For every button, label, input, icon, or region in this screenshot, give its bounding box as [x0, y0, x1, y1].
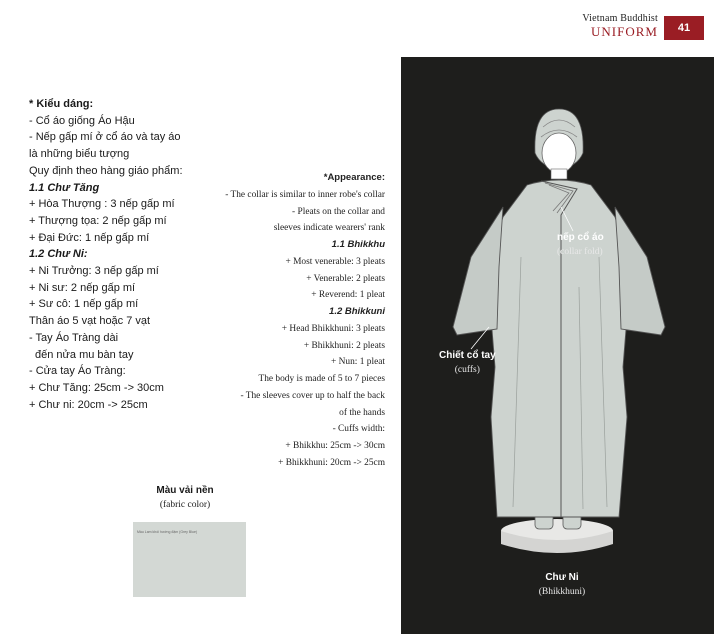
vietnamese-text-line: 1.2 Chư Ni:	[29, 248, 88, 261]
vietnamese-text-line: + Hòa Thượng : 3 nếp gấp mí	[29, 198, 175, 211]
english-text-line: + Most venerable: 3 pleats	[285, 256, 385, 267]
cuff-label-vietnamese: Chiết cổ tay	[439, 350, 496, 361]
vietnamese-text-line: * Kiểu dáng:	[29, 98, 94, 110]
header-title-block	[582, 14, 658, 38]
english-text-line: + Reverend: 1 pleat	[311, 290, 385, 301]
swatch-caption: Màu Lam khói hướng đậm (Grey Blue)	[137, 530, 198, 534]
vietnamese-text-line: + Thượng tọa: 2 nếp gấp mí	[29, 214, 167, 227]
figure-label-vietnamese: Chư Ni	[545, 572, 579, 583]
vietnamese-text-line: + Chư ni: 20cm -> 25cm	[29, 398, 148, 411]
vietnamese-text-line: là những biểu tượng	[29, 148, 130, 161]
vietnamese-text-line: - Cổ áo giống Áo Hậu	[29, 114, 135, 127]
collar-callout	[557, 231, 604, 259]
vietnamese-text-line: Thân áo 5 vạt hoặc 7 vạt	[29, 315, 151, 328]
english-text-line: + Bhikkhuni: 20cm -> 25cm	[278, 457, 385, 468]
english-text-line: The body is made of 5 to 7 pieces	[258, 374, 385, 384]
english-text-line: + Venerable: 2 pleats	[306, 273, 385, 284]
english-text-line: + Bhikkhuni: 2 pleats	[303, 340, 385, 351]
vietnamese-text-line: + Ni sư: 2 nếp gấp mí	[29, 281, 136, 294]
english-text-line: + Head Bhikkhuni: 3 pleats	[281, 323, 385, 334]
right-sleeve	[615, 207, 665, 335]
english-text-line: 1.1 Bhikkhu	[331, 239, 385, 250]
english-text-line: + Bhikkhu: 25cm -> 30cm	[285, 441, 385, 451]
english-description	[185, 170, 385, 472]
english-text-line: - Cuffs width:	[332, 424, 385, 435]
collar-label-vietnamese: nếp cổ áo	[557, 232, 604, 243]
fabric-label-vietnamese: Màu vải nền	[156, 485, 214, 496]
vietnamese-text-line: 1.1 Chư Tăng	[29, 181, 100, 194]
vietnamese-text-line: - Tay Áo Tràng dài	[29, 331, 119, 344]
page-header	[582, 14, 704, 40]
english-text-line: *Appearance:	[323, 172, 385, 183]
vietnamese-text-line: Quy định theo hàng giáo phẩm:	[29, 164, 183, 177]
header-series: Vietnam Buddhist	[582, 13, 658, 24]
left-sleeve	[453, 207, 503, 335]
vietnamese-text-line: + Chư Tăng: 25cm -> 30cm	[29, 381, 164, 394]
face	[542, 133, 576, 173]
english-text-line: - Pleats on the collar and	[292, 206, 385, 217]
collar-label-english: (collar fold)	[557, 247, 603, 257]
robe-illustration	[401, 57, 714, 634]
fabric-label-english: (fabric color)	[159, 500, 211, 510]
vietnamese-description	[29, 96, 199, 413]
english-text-line: sleeves indicate wearers' rank	[273, 223, 385, 234]
english-text-line: of the hands	[339, 407, 385, 418]
vietnamese-text-line: + Ni Trưởng: 3 nếp gấp mí	[29, 265, 159, 278]
figure-label-english: (Bhikkhuni)	[538, 587, 586, 597]
english-text-line: - The collar is similar to inner robe's collar	[225, 189, 385, 200]
vietnamese-text-line: + Sư cô: 1 nếp gấp mí	[29, 298, 139, 311]
vietnamese-text-line: đến nửa mu bàn tay	[35, 348, 134, 361]
vietnamese-text-line: - Cửa tay Áo Tràng:	[29, 365, 126, 378]
english-text-line: + Nun: 1 pleat	[331, 357, 385, 368]
cuff-label-english: (cuffs)	[454, 365, 480, 375]
english-text-line: - The sleeves cover up to half the back	[240, 390, 385, 401]
vietnamese-text-line: - Nếp gấp mí ở cổ áo và tay áo	[29, 131, 181, 144]
cuff-callout	[439, 349, 496, 377]
english-text-line: 1.2 Bhikkuni	[329, 306, 385, 317]
fabric-color-swatch	[133, 522, 246, 597]
fabric-color-label	[150, 484, 220, 512]
vietnamese-text-line: + Đại Đức: 1 nếp gấp mí	[29, 231, 150, 244]
header-title: UNIFORM	[591, 24, 658, 39]
figure-caption	[527, 571, 597, 599]
illustration-panel	[401, 57, 714, 634]
page-number-badge: 41	[664, 16, 704, 40]
